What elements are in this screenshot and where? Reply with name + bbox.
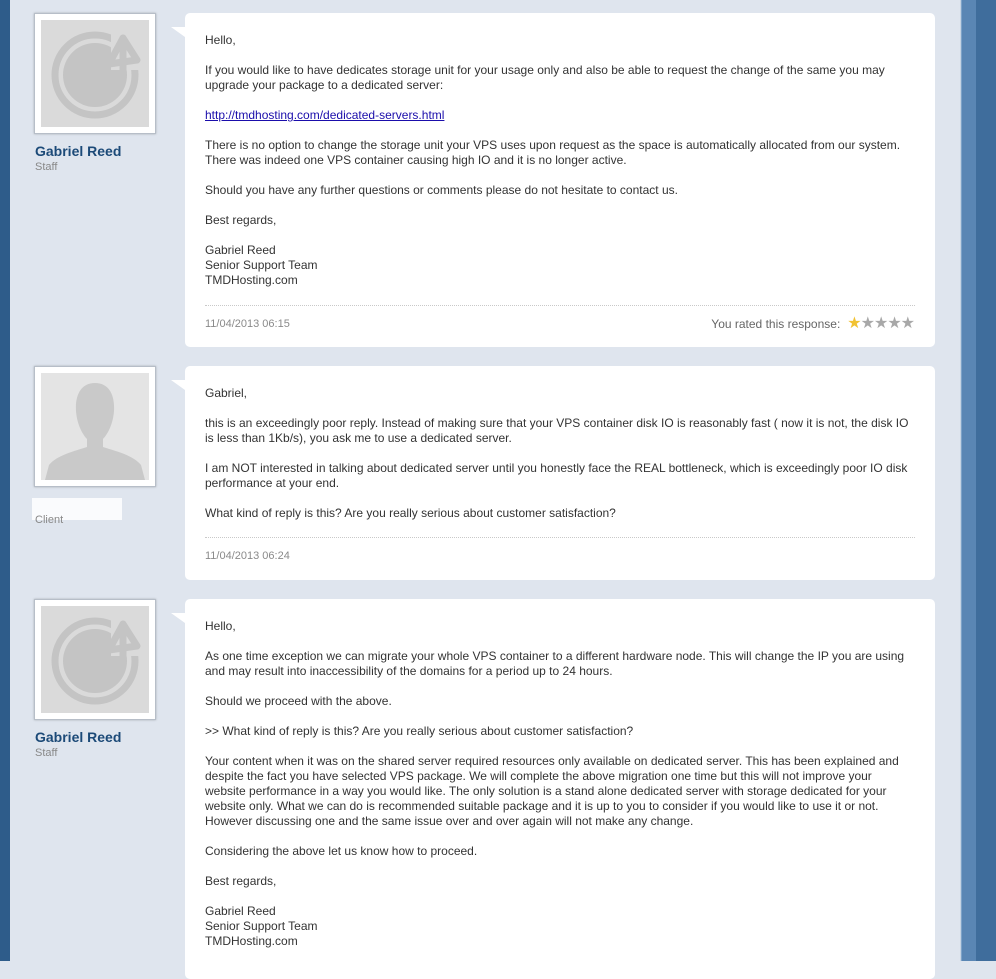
paragraph: Best regards, bbox=[205, 874, 277, 888]
message-footer bbox=[205, 537, 915, 562]
author-role: Client bbox=[35, 514, 64, 526]
paragraph: Your content when it was on the shared server required resources only available on dedicated server. This has been explained and despite the fact you have selected VPS package. We will complete the above migration one time but this will not improve your website performance in a way you would like. The only solution is a stand alone dedicated server with storage dedicated for your website only. What we can do is recommended suitable package and it is up to you to consider if you would like to use it or not. However discussing one and the same issue over and over again will not make any change. bbox=[205, 754, 899, 828]
star-icon[interactable]: ★ bbox=[873, 315, 889, 332]
message-body bbox=[205, 386, 915, 536]
avatar bbox=[34, 599, 156, 720]
signature-line: TMDHosting.com bbox=[205, 273, 298, 287]
rating-stars bbox=[848, 316, 915, 332]
ticket-reply-3 bbox=[10, 599, 950, 961]
rating-widget bbox=[711, 316, 915, 332]
author-name: Gabriel Reed bbox=[35, 729, 122, 745]
paragraph: What kind of reply is this? Are you really serious about customer satisfaction? bbox=[205, 506, 616, 520]
signature-line: Gabriel Reed bbox=[205, 904, 276, 918]
right-scroll-rail bbox=[960, 0, 996, 961]
star-icon[interactable]: ★ bbox=[887, 315, 902, 332]
message-footer bbox=[205, 305, 915, 332]
message-bubble bbox=[185, 599, 935, 979]
author-name: Gabriel Reed bbox=[35, 143, 122, 159]
avatar bbox=[34, 13, 156, 134]
ticket-reply-1 bbox=[10, 13, 950, 347]
paragraph: this is an exceedingly poor reply. Instead of making sure that your VPS container disk IO is reasonably fast ( now it is not, the disk IO is less than 1Kb/s), you ask me to use a dedicated server. bbox=[205, 416, 909, 445]
dedicated-servers-link[interactable]: http://tmdhosting.com/dedicated-servers.html bbox=[205, 108, 445, 122]
paragraph: Considering the above let us know how to proceed. bbox=[205, 844, 478, 858]
message-bubble bbox=[185, 13, 935, 347]
paragraph: If you would like to have dedicates storage unit for your usage only and also be able to request the change of the same you may upgrade your package to a dedicated server: bbox=[205, 63, 885, 92]
rating-label: You rated this response: bbox=[711, 317, 841, 331]
star-icon[interactable]: ★ bbox=[847, 315, 862, 332]
refresh-circle-icon bbox=[41, 20, 149, 127]
paragraph: Should you have any further questions or comments please do not hesitate to contact us. bbox=[205, 183, 678, 197]
signature-line: Senior Support Team bbox=[205, 258, 318, 272]
message-bubble bbox=[185, 366, 935, 580]
refresh-circle-icon bbox=[41, 606, 149, 713]
paragraph: Hello, bbox=[205, 619, 236, 633]
signature-line: Gabriel Reed bbox=[205, 243, 276, 257]
post-date: 11/04/2013 06:15 bbox=[205, 318, 290, 330]
paragraph: I am NOT interested in talking about dedicated server until you honestly face the REAL bottleneck, which is exceedingly poor IO disk performance at your end. bbox=[205, 461, 908, 490]
message-body bbox=[205, 619, 915, 964]
signature bbox=[205, 904, 915, 949]
paragraph: As one time exception we can migrate your whole VPS container to a different hardware node. This will change the IP you are using and may result into inaccessibility of the domains for a period up to 24 hours. bbox=[205, 649, 905, 678]
paragraph: There is no option to change the storage unit your VPS uses upon request as the space is automatically allocated from our system. There was indeed one VPS container causing high IO and it is no longer active. bbox=[205, 138, 901, 167]
paragraph: Should we proceed with the above. bbox=[205, 694, 392, 708]
post-date: 11/04/2013 06:24 bbox=[205, 550, 290, 562]
signature bbox=[205, 243, 915, 288]
paragraph: Best regards, bbox=[205, 213, 277, 227]
person-silhouette-icon bbox=[41, 373, 149, 480]
avatar bbox=[34, 366, 156, 487]
star-icon[interactable]: ★ bbox=[900, 315, 915, 332]
signature-line: TMDHosting.com bbox=[205, 934, 298, 948]
signature-line: Senior Support Team bbox=[205, 919, 318, 933]
author-role: Staff bbox=[35, 747, 58, 759]
paragraph: Gabriel, bbox=[205, 386, 248, 400]
star-icon[interactable]: ★ bbox=[860, 315, 875, 332]
message-body bbox=[205, 33, 915, 303]
left-border bbox=[0, 0, 10, 961]
author-role: Staff bbox=[35, 161, 58, 173]
ticket-reply-2 bbox=[10, 366, 950, 580]
paragraph: >> What kind of reply is this? Are you really serious about customer satisfaction? bbox=[205, 724, 634, 738]
paragraph: Hello, bbox=[205, 33, 236, 47]
